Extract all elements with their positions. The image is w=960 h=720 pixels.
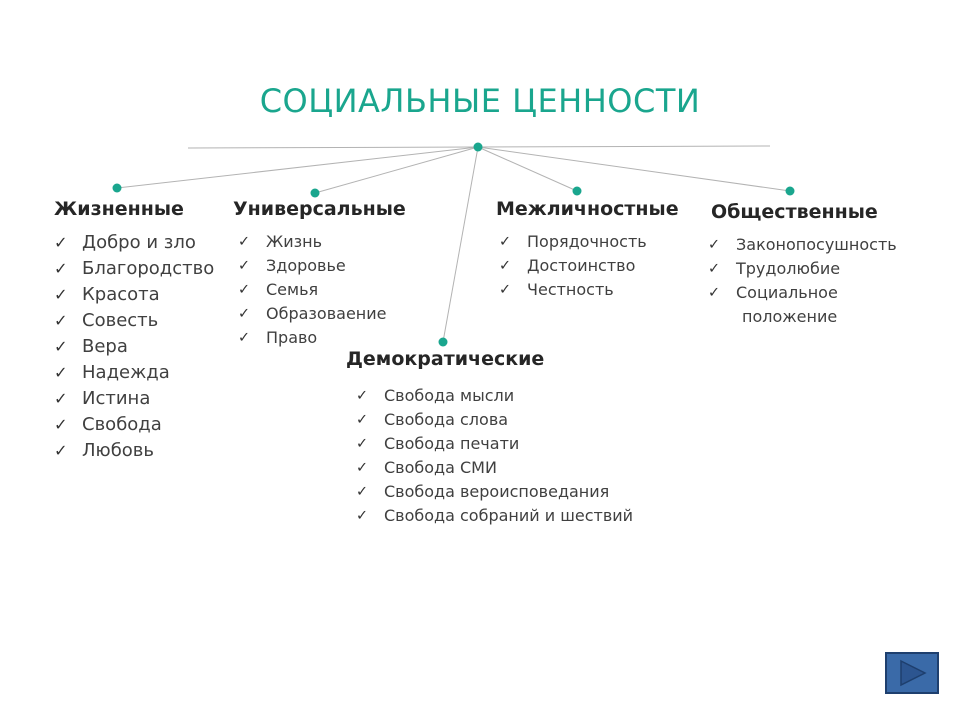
list-item: ✓ Надежда <box>54 360 214 386</box>
checkmark-icon: ✓ <box>54 389 68 408</box>
checkmark-icon: ✓ <box>238 234 251 250</box>
list-item: ✓ Трудолюбие <box>708 257 897 281</box>
checkmark-icon: ✓ <box>54 311 68 330</box>
checkmark-icon: ✓ <box>54 285 68 304</box>
checkmark-icon: ✓ <box>356 460 369 476</box>
list-item: ✓ Добро и зло <box>54 230 214 256</box>
checkmark-icon: ✓ <box>238 258 251 274</box>
list-item: ✓ Свобода вероисповедания <box>356 480 633 504</box>
checkmark-icon: ✓ <box>356 436 369 452</box>
list-item: ✓ Свобода слова <box>356 408 633 432</box>
checkmark-icon: ✓ <box>708 237 721 253</box>
list-item: ✓ Достоинство <box>499 254 679 278</box>
list-item: ✓ Свобода печати <box>356 432 633 456</box>
list-item: ✓ Законопосушность <box>708 233 897 257</box>
checkmark-icon: ✓ <box>708 261 721 277</box>
checkmark-icon: ✓ <box>499 258 512 274</box>
list-item: ✓ Свобода мысли <box>356 384 633 408</box>
group-universalnye <box>233 198 406 350</box>
group-title-universalnye: Универсальные <box>233 198 406 220</box>
list-item: ✓ Совесть <box>54 308 214 334</box>
group-title-zhiznennye: Жизненные <box>54 198 184 220</box>
checkmark-icon: ✓ <box>708 285 721 301</box>
item-list-zhiznennye <box>54 230 214 464</box>
list-item: ✓ Истина <box>54 386 214 412</box>
group-title-demokraticheskie: Демократические <box>346 348 545 370</box>
group-demokraticheskie <box>346 348 633 528</box>
list-item: ✓ Честность <box>499 278 679 302</box>
checkmark-icon: ✓ <box>54 363 68 382</box>
group-zhiznennye <box>54 198 214 464</box>
item-list-obshchestvennye <box>708 233 897 329</box>
checkmark-icon: ✓ <box>54 441 68 460</box>
node-obshchestvennye <box>786 187 795 196</box>
group-title-mezhlichnostnye: Межличностные <box>496 198 679 220</box>
next-slide-button[interactable] <box>885 652 939 694</box>
list-item: ✓ Свобода СМИ <box>356 456 633 480</box>
checkmark-icon: ✓ <box>356 508 369 524</box>
list-item: ✓ Право <box>238 326 406 350</box>
list-item: ✓ Свобода собраний и шествий <box>356 504 633 528</box>
list-item: ✓ Образоваение <box>238 302 406 326</box>
list-item: ✓ Красота <box>54 282 214 308</box>
checkmark-icon: ✓ <box>238 306 251 322</box>
checkmark-icon: ✓ <box>356 388 369 404</box>
diagram-title: СОЦИАЛЬНЫЕ ЦЕННОСТИ <box>259 82 701 120</box>
checkmark-icon: ✓ <box>238 330 251 346</box>
node-mezhlichnostnye <box>573 187 582 196</box>
connector-line-obshchestvennye <box>478 147 790 191</box>
list-item: ✓ Благородство <box>54 256 214 282</box>
item-list-demokraticheskie <box>356 384 633 528</box>
group-title-obshchestvennye: Общественные <box>711 201 878 223</box>
group-mezhlichnostnye <box>496 198 679 302</box>
item-list-mezhlichnostnye <box>499 230 679 302</box>
node-universalnye <box>311 189 320 198</box>
connector-line-demokraticheskie <box>443 147 478 342</box>
list-item: ✓ Любовь <box>54 438 214 464</box>
node-demokraticheskie <box>439 338 448 347</box>
list-item: ✓ Жизнь <box>238 230 406 254</box>
list-item: ✓ Свобода <box>54 412 214 438</box>
group-obshchestvennye <box>708 201 897 329</box>
list-item: ✓ Вера <box>54 334 214 360</box>
checkmark-icon: ✓ <box>54 233 68 252</box>
play-triangle-icon <box>895 658 929 688</box>
connector-line-universalnye <box>315 147 478 193</box>
list-item: ✓ Социальное положение <box>708 281 897 329</box>
list-item: ✓ Порядочность <box>499 230 679 254</box>
list-item: ✓ Семья <box>238 278 406 302</box>
list-item-continuation: положение <box>742 307 838 326</box>
connector-line-zhiznennye <box>117 147 478 188</box>
item-list-universalnye <box>238 230 406 350</box>
checkmark-icon: ✓ <box>499 282 512 298</box>
checkmark-icon: ✓ <box>356 412 369 428</box>
checkmark-icon: ✓ <box>499 234 512 250</box>
checkmark-icon: ✓ <box>54 415 68 434</box>
checkmark-icon: ✓ <box>54 337 68 356</box>
checkmark-icon: ✓ <box>356 484 369 500</box>
hub-node <box>474 143 483 152</box>
list-item: ✓ Здоровье <box>238 254 406 278</box>
checkmark-icon: ✓ <box>238 282 251 298</box>
node-zhiznennye <box>113 184 122 193</box>
checkmark-icon: ✓ <box>54 259 68 278</box>
